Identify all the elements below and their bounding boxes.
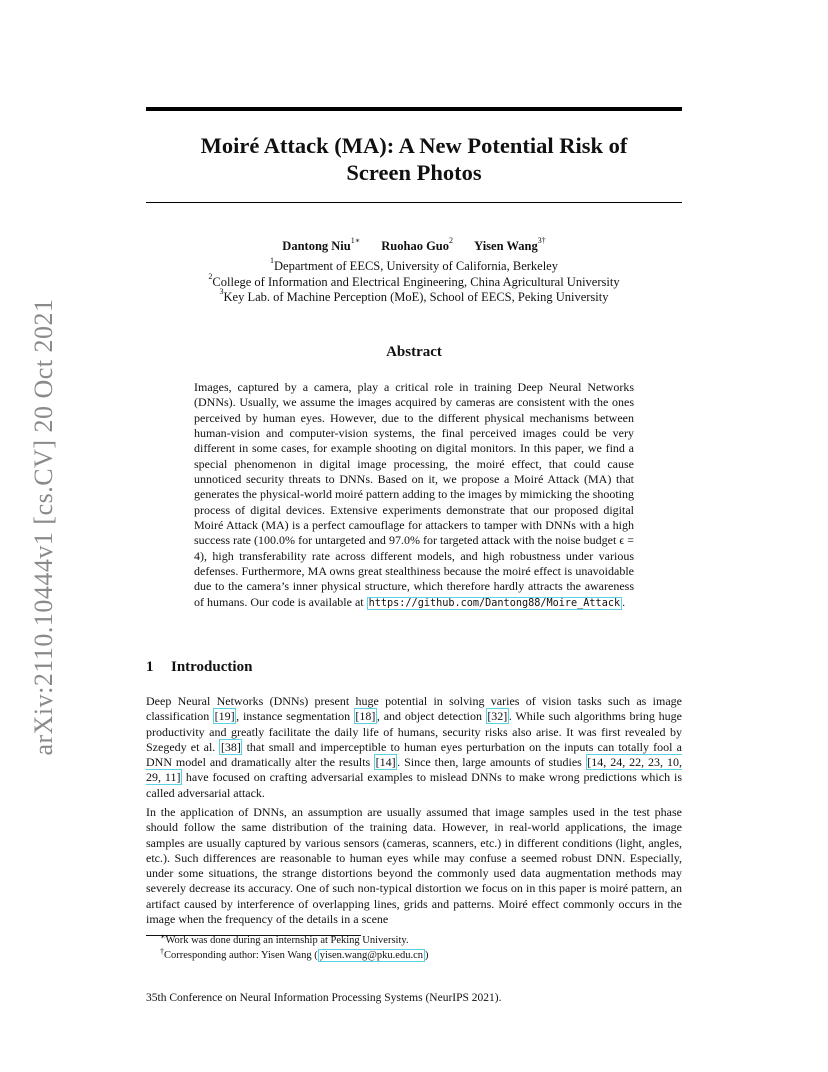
- abstract-text: Images, captured by a camera, play a critical role in training Deep Neural Networks (DNNs). Usually, we assume the images acquired by cameras are consistent with the ones perceived by human eyes. However, due to the different physical mechanisms between human-vision and computer-vision systems, the final perceived images could be very different in some cases, for example shooting on digital monitors. In this paper, we find a special phenomenon in digital image processing, the moiré effect, that could cause unnoticed security threats to DNNs. Based on it, we propose a Moiré Attack (MA) that generates the physical-world moiré pattern adding to the images by mimicking the shooting process of digital devices. Extensive experiments demonstrate that our proposed digital Moiré Attack (MA) is a perfect camouflage for attackers to tamper with DNNs with a high success rate (100.0% for untargeted and 97.0% for targeted attack with the noise budget ϵ = 4), high transferability rate across different models, and high robustness under various defenses. Furthermore, MA owns great stealthiness because the moiré effect is unavoidable due to the camera’s inner physical structure, which therefore hardly attracts the awareness of humans. Our code is available at: [194, 380, 634, 609]
- paper-title: [146, 132, 682, 186]
- abstract-body: Images, captured by a camera, play a critical role in training Deep Neural Networks (DNNs). Usually, we assume the images acquired by cameras are consistent with the ones perceived by human eyes. However, due to the different physical mechanisms between human-vision and computer-vision systems, the final perceived images could be very different in some cases, for example shooting on digital monitors. In this paper, we find a special phenomenon in digital image processing, the moiré effect, that could cause unnoticed security threats to DNNs. Based on it, we propose a Moiré Attack (MA) that generates the physical-world moiré pattern adding to the images by mimicking the shooting process of digital devices. Extensive experiments demonstrate that our proposed digital Moiré Attack (MA) is a perfect camouflage for attackers to tamper with DNNs with a high success rate (100.0% for untargeted and 97.0% for targeted attack with the noise budget ϵ = 4), high transferability rate across different models, and high robustness under various defenses. Furthermore, MA owns great stealthiness because the moiré effect is unavoidable due to the camera’s inner physical structure, which therefore hardly attracts the awareness of humans. Our code is available at https://github.com/Dantong88/Moire_Attack .: [194, 380, 634, 609]
- title-top-rule: [146, 107, 682, 111]
- citation-link[interactable]: [14, 24, 22, 23, 10, 29, 11]: [146, 755, 682, 785]
- abstract-heading: Abstract: [386, 344, 442, 360]
- citation-link[interactable]: [18]: [355, 709, 376, 724]
- citation-link[interactable]: [19]: [214, 709, 235, 724]
- title-bottom-rule: [146, 202, 682, 203]
- footnote-1: ∗Work was done during an internship at Peking University.: [160, 932, 409, 946]
- conference-note: 35th Conference on Neural Information Processing Systems (NeurIPS 2021).: [146, 992, 502, 1004]
- title-line-2: Screen Photos: [346, 160, 482, 185]
- affiliation-3: $^3$Key Lab. of Machine Perception (MoE), School of EECS, Peking University: [219, 287, 609, 304]
- affiliation-2: $^2$College of Information and Electrical Engineering, China Agricultural University: [208, 272, 620, 289]
- author: Dantong Niu$^{1∗}$: [282, 236, 361, 253]
- author-list: [146, 236, 682, 254]
- title-line-1: Moiré Attack (MA): A New Potential Risk of: [200, 133, 628, 158]
- affiliation-1: $^1$Department of EECS, University of California, Berkeley: [270, 256, 558, 273]
- intro-paragraph-1: Deep Neural Networks (DNNs) present huge potential in solving varies of vision tasks such as image classification [19] , instance segmentation [18] , and object detection [32] . While such algorithms bring huge productivity and greatly facilitate the daily life of humans, security risks also arise. It was first revealed by Szegedy et al. [38] that small and imperceptible to human eyes perturbation on the inputs can totally fool a DNN model and dramatically alter the results [14] . Since then, large amounts of studies [14, 24, 22, 23, 10, 29, 11] have focused on crafting adversarial examples to mislead DNNs to make wrong predictions which is called adversarial attack.: [146, 694, 682, 800]
- arxiv-stamp: arXiv:2110.10444v1 [cs.CV] 20 Oct 2021: [29, 298, 58, 756]
- code-url-link[interactable]: https://github.com/Dantong88/Moire_Attack: [368, 597, 621, 609]
- footnote-2: †Corresponding author: Yisen Wang ( yisen.wang@pku.edu.cn ): [160, 947, 429, 961]
- citation-link[interactable]: [14]: [375, 755, 396, 770]
- citation-link[interactable]: [38]: [220, 739, 241, 754]
- email-link[interactable]: yisen.wang@pku.edu.cn: [319, 950, 423, 961]
- author: Ruohao Guo$^2$: [381, 236, 454, 253]
- section-heading-introduction: 1 Introduction: [146, 659, 253, 675]
- author: Yisen Wang$^{3\dagger}$: [474, 236, 546, 253]
- citation-link[interactable]: [32]: [487, 709, 508, 724]
- intro-paragraph-2: In the application of DNNs, an assumption are usually assumed that image samples used in the test phase should follow the same distribution of the training data. However, in real-world applications, the image samples are usually captured by various sensors (cameras, scanners, etc.) in different conditions (light, angles, etc.). Such differences are reasonable to human eyes while may confuse a seemed robust DNN. Especially, under some situations, the strange distortions beyond the commonly used data augmentation methods may severely decrease its accuracy. One of such non-typical distortion we focus on in this paper is moiré pattern, an artifact caused by interference of overlapping lines, grids and patterns. Moiré effect commonly occurs in the image when the frequency of the details in a scene: [146, 805, 682, 927]
